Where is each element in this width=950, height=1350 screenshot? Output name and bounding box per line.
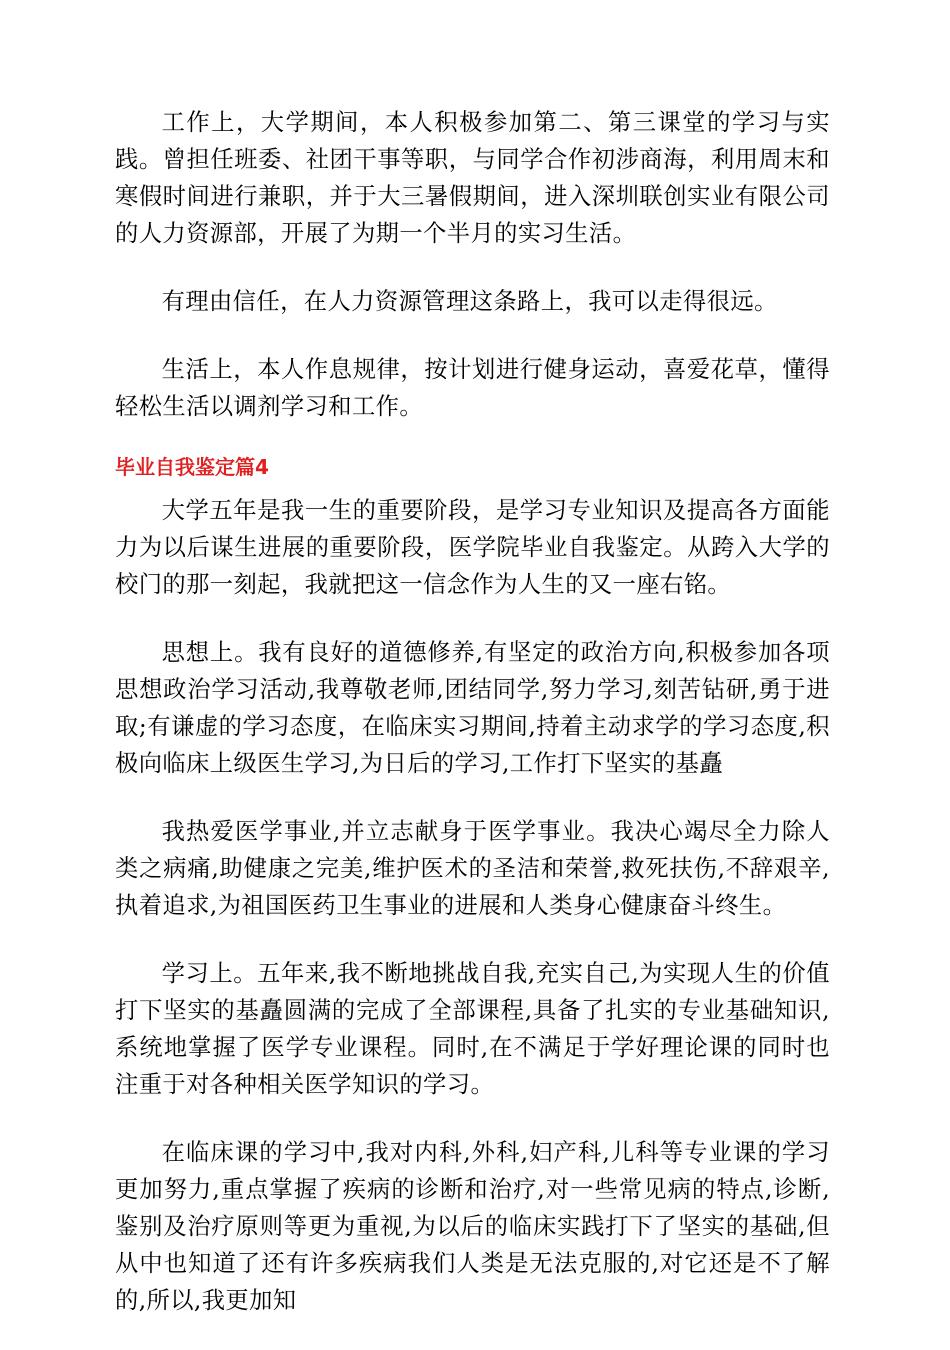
paragraph-intro: 大学五年是我一生的重要阶段，是学习专业知识及提高各方面能力为以后谋生进展的重要阶段，医学院毕业自我鉴定。从跨入大学的校门的那一刻起，我就把这一信念作为人生的又一座右铭。	[115, 497, 830, 598]
paragraph-clinical: 在临床课的学习中,我对内科,外科,妇产科,儿科等专业课的学习更加努力,重点掌握了疾病的诊断和治疗,对一些常见病的特点,诊断,鉴别及治疗原则等更为重视,为以后的临床实践打下了坚实的基础,但从中也知道了还有许多疾病我们人类是无法克服的,对它还是不了解的,所以,我更加知	[115, 1139, 830, 1314]
paragraph-confidence: 有理由信任，在人力资源管理这条路上，我可以走得很远。	[161, 288, 778, 315]
section-heading: 毕业自我鉴定篇4	[115, 455, 269, 479]
paragraph-medicine: 我热爱医学事业,并立志献身于医学事业。我决心竭尽全力除人类之病痛,助健康之完美,维护医术的圣洁和荣誉,救死扶伤,不辞艰辛,执着追求,为祖国医药卫生事业的进展和人类身心健康奋斗终生。	[115, 818, 830, 919]
paragraph-life: 生活上，本人作息规律，按计划进行健身运动，喜爱花草，懂得轻松生活以调剂学习和工作。	[115, 356, 830, 420]
document-page	[115, 104, 830, 1350]
paragraph-thought: 思想上。我有良好的道德修养,有坚定的政治方向,积极参加各项思想政治学习活动,我尊敬老师,团结同学,努力学习,刻苦钻研,勇于进取;有谦虚的学习态度，在临床实习期间,持着主动求学的学习态度,积极向临床上级医生学习,为日后的学习,工作打下坚实的基矗	[115, 639, 830, 777]
paragraph-work: 工作上，大学期间，本人积极参加第二、第三课堂的学习与实践。曾担任班委、社团干事等职，与同学合作初涉商海，利用周末和寒假时间进行兼职，并于大三暑假期间，进入深圳联创实业有限公司的人力资源部，开展了为期一个半月的实习生活。	[115, 109, 830, 247]
paragraph-study: 学习上。五年来,我不断地挑战自我,充实自己,为实现人生的价值打下坚实的基矗圆满的完成了全部课程,具备了扎实的专业基础知识,系统地掌握了医学专业课程。同时,在不满足于学好理论课的同时也注重于对各种相关医学知识的学习。	[115, 960, 830, 1098]
